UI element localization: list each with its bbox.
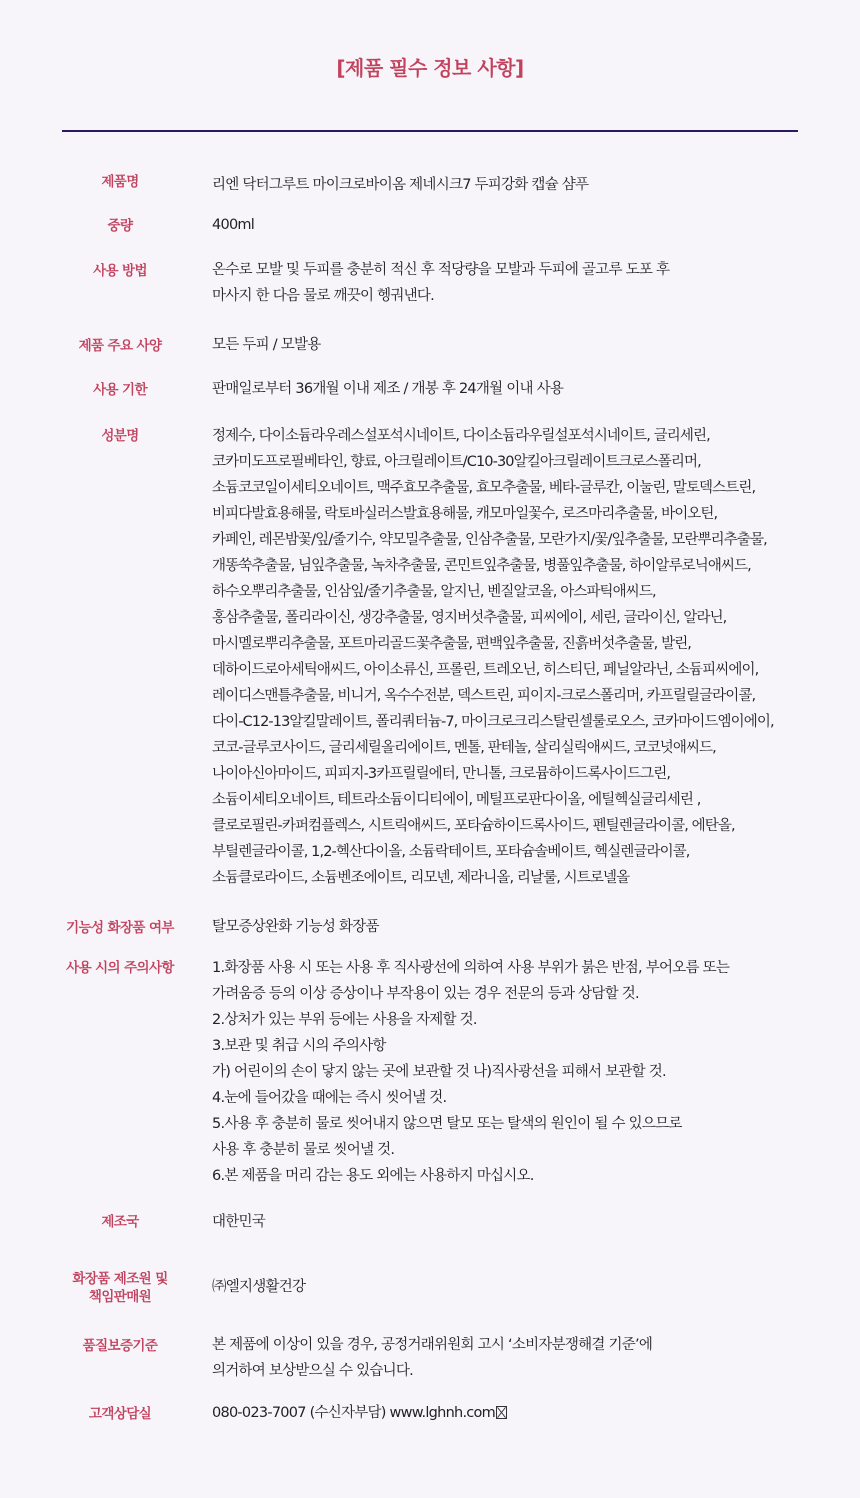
value-line: 카페인, 레몬밤꽃/잎/줄기수, 약모밀추출물, 인삼추출물, 모란가지/꽃/잎추출물, 모란뿌리추출물, xyxy=(212,532,767,548)
row-value xyxy=(212,332,852,358)
contact-line xyxy=(212,1400,852,1426)
row-label: 고객상담실 xyxy=(88,1406,152,1422)
value-line: 홍삼추출물, 폴리라이신, 생강추출물, 영지버섯추출물, 피씨에이, 세린, 글라이신, 알라닌, xyxy=(212,610,727,626)
row-value xyxy=(212,1332,852,1384)
value-line: 탈모증상완화 기능성 화장품 xyxy=(212,919,379,935)
value-line: 본 제품에 이상이 있을 경우, 공정거래위원회 고시 ‘소비자분쟁해결 기준’에 xyxy=(212,1337,653,1353)
value-line: 가려움증 등의 이상 증상이나 부작용이 있는 경우 전문의 등과 상담할 것. xyxy=(212,986,639,1002)
ingredients-list xyxy=(212,423,852,891)
value-line: 온수로 모발 및 두피를 충분히 적신 후 적당량을 모발과 두피에 골고루 도포 후 xyxy=(212,262,670,278)
value-line: 사용 후 충분히 물로 씻어낼 것. xyxy=(212,1142,395,1158)
row-label: 사용 시의 주의사항 xyxy=(66,960,174,976)
value-line: 2.상처가 있는 부위 등에는 사용을 자제할 것. xyxy=(212,1012,477,1028)
cautions-list xyxy=(212,955,852,1189)
row-label: 사용 방법 xyxy=(93,263,147,279)
value-line: 레이디스맨틀추출물, 비니거, 옥수수전분, 덱스트린, 피이지-크로스폴리머, 카프릴릴글라이콜, xyxy=(212,688,756,704)
row-label-line: 책임판매원 xyxy=(88,1289,152,1305)
value-line: 데하이드로아세틱애씨드, 아이소류신, 프롤린, 트레오닌, 히스티딘, 페닐알라닌, 소듐피씨에이, xyxy=(212,662,759,678)
value-line: 코카미도프로필베타인, 향료, 아크릴레이트/C10-30알킬아크릴레이트크로스폴리머, xyxy=(212,454,701,470)
value-line: 6.본 제품을 머리 감는 용도 외에는 사용하지 마십시오. xyxy=(212,1168,534,1184)
value-line: 모든 두피 / 모발용 xyxy=(212,337,321,353)
value-line: 판매일로부터 36개월 이내 제조 / 개봉 후 24개월 이내 사용 xyxy=(212,381,564,397)
row-value xyxy=(212,1209,852,1235)
value-line: 리엔 닥터그루트 마이크로바이옴 제네시크7 두피강화 캡슐 샴푸 xyxy=(212,177,589,193)
value-line: 5.사용 후 충분히 물로 씻어내지 않으면 탈모 또는 탈색의 원인이 될 수 있으므로 xyxy=(212,1116,682,1132)
value-line: 클로로필린-카퍼컴플렉스, 시트릭애씨드, 포타슘하이드록사이드, 펜틸렌글라이콜, 에탄올, xyxy=(212,818,735,834)
row-value xyxy=(212,1400,852,1426)
row-value xyxy=(212,257,852,309)
row-label-line: 화장품 제조원 및 xyxy=(72,1271,168,1287)
value-line: 다이-C12-13알킬말레이트, 폴리쿼터늄-7, 마이크로크리스탈린셀룰로오스, 코카마이드엠이에이, xyxy=(212,714,774,730)
value-line: 소듐클로라이드, 소듐벤조에이트, 리모넨, 제라니올, 리날룰, 시트로넬올 xyxy=(212,870,630,886)
row-label xyxy=(40,1270,200,1306)
value-line: 비피다발효용해물, 락토바실러스발효용해물, 캐모마일꽃수, 로즈마리추출물, 바이오틴, xyxy=(212,506,718,522)
title-divider xyxy=(62,130,798,132)
value-line: 개똥쑥추출물, 님잎추출물, 녹차추출물, 콘민트잎추출물, 병풀잎추출물, 하이알루로닉애씨드, xyxy=(212,558,751,574)
value-line: ㈜엘지생활건강 xyxy=(212,1279,306,1295)
value-line: 정제수, 다이소듐라우레스설포석시네이트, 다이소듐라우릴설포석시네이트, 글리세린, xyxy=(212,428,710,444)
value-line: 부틸렌글라이콜, 1,2-헥산다이올, 소듐락테이트, 포타슘솔베이트, 헥실렌글라이콜, xyxy=(212,844,690,860)
contact-text[interactable]: 080-023-7007 (수신자부담) www.lghnh.com xyxy=(212,1405,496,1421)
value-line: 1.화장품 사용 시 또는 사용 후 직사광선에 의하여 사용 부위가 붉은 반점, 부어오름 또는 xyxy=(212,960,730,976)
row-label: 제품명 xyxy=(101,174,139,190)
value-line: 가) 어린이의 손이 닿지 않는 곳에 보관할 것 나)직사광선을 피해서 보관할 것. xyxy=(212,1064,666,1080)
value-line: 나이아신아마이드, 피피지-3카프릴릴에터, 만니톨, 크로뮴하이드록사이드그린, xyxy=(212,766,671,782)
row-label: 성분명 xyxy=(101,428,139,444)
row-value xyxy=(212,914,852,940)
value-line: 의거하여 보상받으실 수 있습니다. xyxy=(212,1363,414,1379)
external-link-box-icon xyxy=(496,1406,507,1419)
value-line: 3.보관 및 취급 시의 주의사항 xyxy=(212,1038,386,1054)
page-title: [제품 필수 정보 사항] xyxy=(336,56,524,80)
row-value xyxy=(212,376,852,402)
row-label: 사용 기한 xyxy=(93,382,147,398)
row-label: 품질보증기준 xyxy=(82,1338,158,1354)
value-line: 4.눈에 들어갔을 때에는 즉시 씻어낼 것. xyxy=(212,1090,447,1106)
row-value xyxy=(212,172,852,198)
value-line: 마사지 한 다음 물로 깨끗이 헹궈낸다. xyxy=(212,288,435,304)
row-value xyxy=(212,1274,852,1300)
value-line: 400ml xyxy=(212,217,255,233)
row-label: 기능성 화장품 여부 xyxy=(66,920,174,936)
row-label: 중량 xyxy=(107,218,133,234)
value-line: 하수오뿌리추출물, 인삼잎/줄기추출물, 알지닌, 벤질알코올, 아스파틱애씨드, xyxy=(212,584,656,600)
value-line: 소듐이세티오네이트, 테트라소듐이디티에이, 메틸프로판다이올, 에틸헥실글리세린 , xyxy=(212,792,701,808)
value-line: 소듐코코일이세티오네이트, 맥주효모추출물, 효모추출물, 베타-글루칸, 이눌린, 말토덱스트린, xyxy=(212,480,756,496)
row-value xyxy=(212,212,852,238)
row-label: 제품 주요 사양 xyxy=(78,338,162,354)
value-line: 코코-글루코사이드, 글리세릴올리에이트, 멘톨, 판테놀, 살리실릭애씨드, 코코넛애씨드, xyxy=(212,740,716,756)
row-label: 제조국 xyxy=(101,1214,139,1230)
value-line: 마시멜로뿌리추출물, 포트마리골드꽃추출물, 편백잎추출물, 진흙버섯추출물, 발린, xyxy=(212,636,692,652)
value-line: 대한민국 xyxy=(212,1214,266,1230)
